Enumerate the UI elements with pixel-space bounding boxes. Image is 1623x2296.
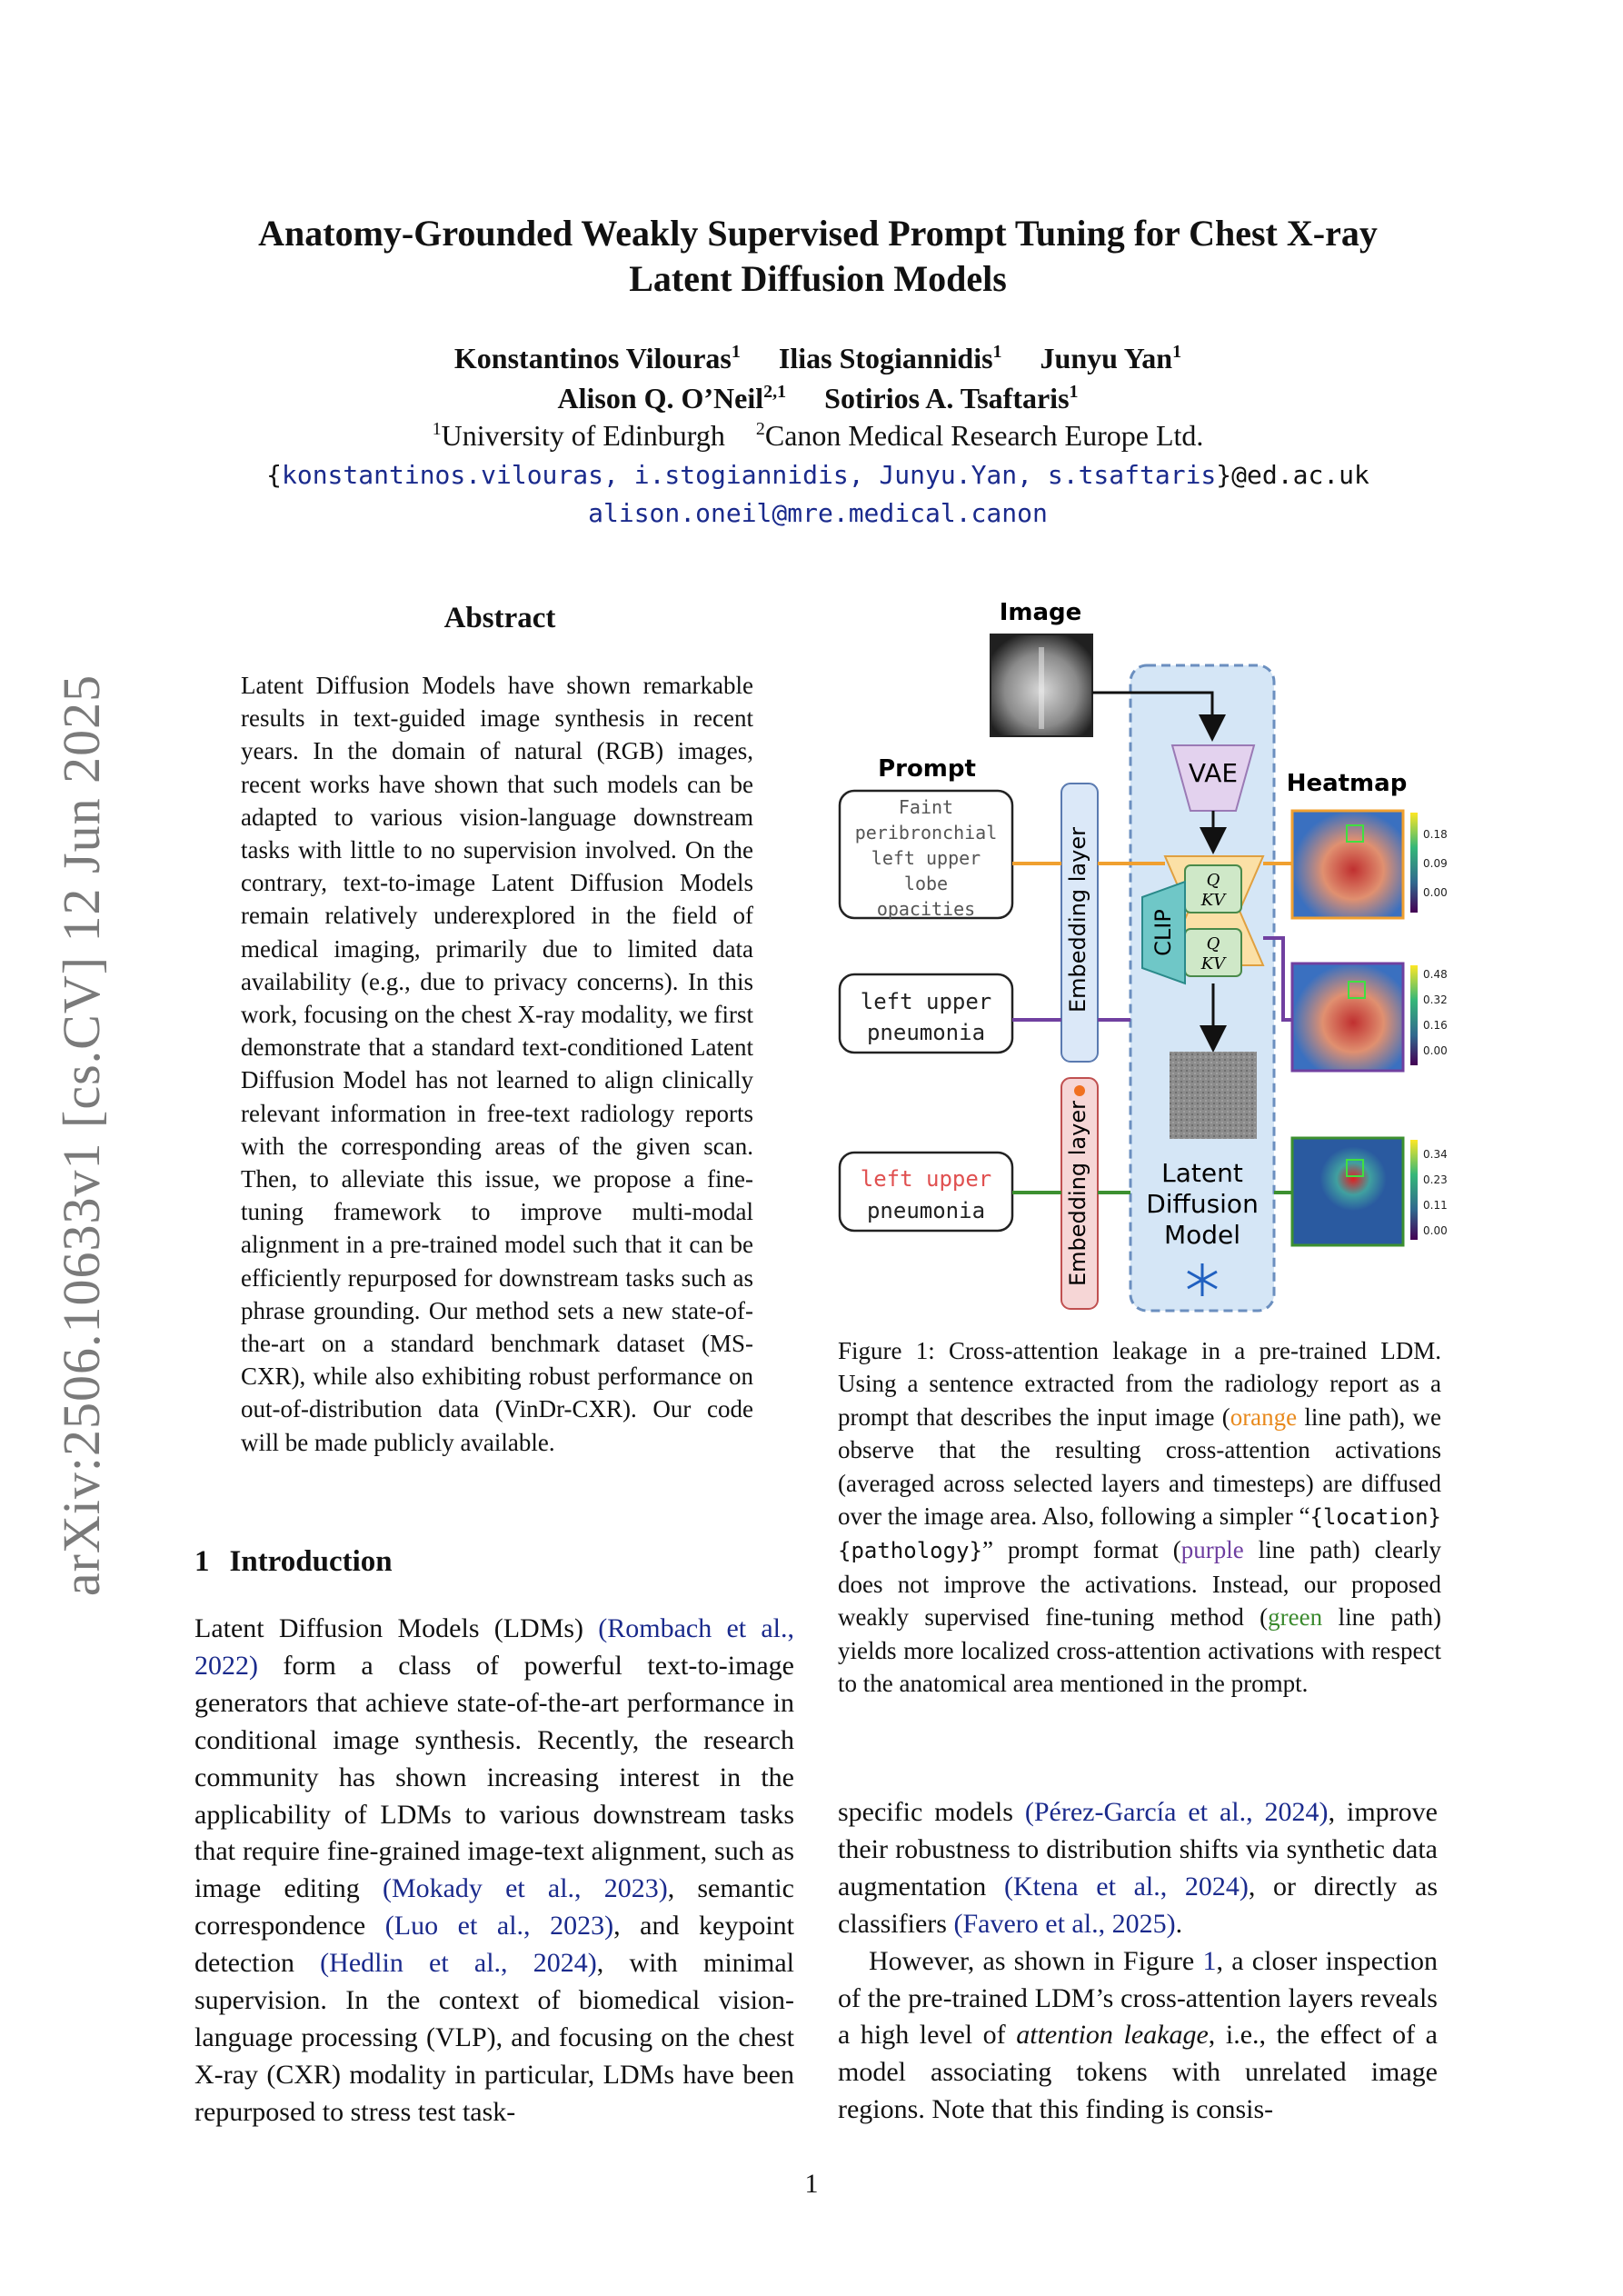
caption-purple-word: purple: [1180, 1536, 1244, 1564]
colorbar-tick: 0.00: [1423, 1044, 1448, 1057]
text-run: , i.e., the effect of a model associating tokens with unrelated image regions. Note that this finding is consis-: [838, 2020, 1438, 2125]
colorbar-tick: 0.34: [1423, 1148, 1448, 1161]
fig-label-ldm: Diffusion: [1146, 1189, 1259, 1219]
affiliations: [164, 416, 1472, 454]
affil-sup: 1: [432, 419, 442, 439]
fig-label-ldm: Model: [1163, 1220, 1241, 1250]
prompt-2-line: left upper: [860, 989, 992, 1014]
title-line-2: Latent Diffusion Models: [629, 258, 1007, 299]
author-line-1: [164, 338, 1472, 378]
text-run: , semantic correspondence: [194, 1873, 794, 1942]
text-run: , a closer inspection of the pre-trained LDM’s cross-attention layers reveals a high level of: [838, 1945, 1438, 2051]
colorbar-tick: 0.00: [1423, 886, 1448, 899]
paragraph-cont: [838, 1794, 1438, 1943]
fire-icon: [1074, 1085, 1085, 1096]
email-link-oneil[interactable]: alison.oneil@mre.medical.canon: [588, 498, 1048, 528]
noise-latent: [1170, 1052, 1257, 1139]
prompt-1-line: peribronchial: [854, 822, 998, 844]
fig-label-kv: KV: [1200, 954, 1226, 973]
email-domain: }@ed.ac.uk: [1216, 460, 1369, 490]
author-name: Alison Q. O’Neil: [557, 382, 764, 414]
colorbar-tick: 0.23: [1423, 1173, 1448, 1186]
email-link-list[interactable]: konstantinos.vilouras, i.stogiannidis, Junyu.Yan, s.tsaftaris: [281, 460, 1217, 490]
author-emails: [164, 456, 1472, 533]
text-run: .: [1175, 1908, 1183, 1939]
text-run: line path), we observe that the resulting cross-attention activations (averaged across selected layers and timesteps) are diffused over the image area. Also, following a simpler “: [838, 1403, 1441, 1531]
caption-code: {location} {pathology}: [838, 1504, 1441, 1564]
colorbar-tick: 0.18: [1423, 828, 1448, 841]
citation-link[interactable]: (Rombach et al., 2022): [194, 1613, 794, 1681]
intro-paragraph-continued: [838, 1794, 1438, 2129]
figure-ref-link[interactable]: 1: [1202, 1945, 1217, 1976]
prompt-1-line: opacities: [876, 898, 976, 920]
citation-link[interactable]: (Favero et al., 2025): [953, 1908, 1176, 1939]
colorbar-tick: 0.32: [1423, 993, 1448, 1006]
heatmap-3: [1292, 1138, 1403, 1245]
brace-open: {: [266, 460, 282, 490]
fig-label-vae: VAE: [1188, 758, 1239, 788]
author-name: Ilias Stogiannidis: [778, 342, 993, 374]
prompt-1-line: Faint: [898, 796, 954, 818]
colorbar-3: [1410, 1140, 1418, 1240]
section-heading: [194, 1545, 831, 1579]
affil-sup: 2: [755, 419, 765, 439]
colorbar-tick: 0.11: [1423, 1199, 1448, 1212]
text-run: , and keypoint detection: [194, 1911, 794, 1979]
citation-link[interactable]: (Hedlin et al., 2024): [320, 1948, 597, 1979]
fig-label-q: Q: [1206, 871, 1220, 890]
citation-link[interactable]: (Mokady et al., 2023): [382, 1873, 668, 1904]
text-run: line path) clearly does not improve the activations. Instead, our proposed weakly supervised fine-tuning method (: [838, 1536, 1441, 1632]
text-run: Latent Diffusion Models (LDMs): [194, 1613, 599, 1643]
text-run: Figure 1: Cross-attention leakage in a pre-trained LDM. Using a sentence extracted from the radiology report as a prompt that describes the input image (: [838, 1337, 1441, 1431]
caption-orange-word: orange: [1230, 1403, 1298, 1431]
fig-label-embedding: Embedding layer: [1065, 1101, 1090, 1286]
affil-name: Canon Medical Research Europe Ltd.: [764, 419, 1204, 452]
colorbar-tick: 0.16: [1423, 1019, 1448, 1032]
author-affil-sup: 2,1: [763, 382, 787, 402]
author-list: [164, 338, 1472, 418]
text-run: form a class of powerful text-to-image generators that achieve state-of-the-art performance in conditional image synthesis. Recently, the research community has shown increasing interest in the applicability of LDMs to various downstream tasks that require fine-grained image-text alignment, such as image editing: [194, 1650, 794, 1904]
colorbar-tick: 0.48: [1423, 968, 1448, 981]
title-line-1: Anatomy-Grounded Weakly Supervised Prompt Tuning for Chest X-ray: [258, 213, 1378, 254]
fig-label-q: Q: [1206, 934, 1220, 953]
abstract-heading: Abstract: [443, 602, 556, 634]
fig-label-heatmap: Heatmap: [1286, 770, 1408, 797]
section-number: 1: [194, 1545, 210, 1578]
fig-label-prompt: Prompt: [878, 755, 976, 783]
fig-label-image: Image: [999, 599, 1082, 626]
text-run: However, as shown in Figure: [869, 1945, 1203, 1976]
fig-label-clip: CLIP: [1150, 909, 1176, 956]
intro-paragraph-2: [838, 1943, 1438, 2130]
figure-1-diagram: [829, 593, 1456, 1320]
fig-label-ldm: Latent: [1161, 1158, 1243, 1188]
fig-label-kv: KV: [1200, 891, 1226, 910]
citation-link[interactable]: (Pérez-García et al., 2024): [1024, 1797, 1329, 1827]
text-run: line path) yields more localized cross-attention activations with respect to the anatomical area mentioned in the prompt.: [838, 1603, 1441, 1698]
text-run: specific models: [838, 1797, 1025, 1827]
prompt-1-line: lobe: [903, 873, 949, 894]
arxiv-stamp: arXiv:2506.10633v1 [cs.CV] 12 Jun 2025: [52, 674, 111, 1597]
figure-1-caption: [838, 1334, 1441, 1700]
author-affil-sup: 1: [731, 342, 741, 362]
prompt-1-line: left upper: [871, 847, 981, 869]
email-line-1: [164, 456, 1472, 494]
text-run: , or directly as classifiers: [838, 1871, 1438, 1939]
text-run: , with minimal supervision. In the context of biomedical vision-language processing (VLP), and focusing on the chest X-ray (CXR) modality in particular, LDMs have been repurposed to stress test task-: [194, 1948, 795, 2127]
author-line-2: [164, 378, 1472, 418]
prompt-3-highlight: left upper: [860, 1166, 992, 1192]
fig-label-embedding: Embedding layer: [1065, 827, 1090, 1013]
colorbar-2: [1410, 965, 1418, 1065]
text-run: ” prompt format (: [981, 1536, 1181, 1564]
text-run: , improve their robustness to distribution shifts via synthetic data augmentation: [838, 1797, 1438, 1902]
colorbar-tick: 0.00: [1423, 1224, 1448, 1237]
prompt-3-line: pneumonia: [866, 1198, 986, 1223]
author-name: Junyu Yan: [1040, 342, 1173, 374]
author-name: Konstantinos Vilouras: [453, 342, 732, 374]
emphasis-term: attention leakage: [1016, 2020, 1209, 2051]
colorbar-1: [1410, 813, 1418, 913]
intro-paragraph-1: [194, 1611, 794, 2131]
caption-green-word: green: [1268, 1603, 1323, 1632]
colorbar-tick: 0.09: [1423, 857, 1448, 870]
author-affil-sup: 1: [992, 342, 1002, 362]
page-number: 1: [804, 2169, 819, 2199]
abstract-text: Latent Diffusion Models have shown remarkable results in text-guided image synthesis in recent years. In the domain of natural (RGB) images, recent works have shown that such models can be adapted to various vision-language downstream tasks with little to no supervision involved. On the contrary, text-to-image Latent Diffusion Models remain relatively underexplored in the field of medical imaging, primarily due to limited data availability (e.g., due to privacy concerns). In this work, focusing on the chest X-ray modality, we first demonstrate that a standard text-conditioned Latent Diffusion Model has not learned to align clinically relevant information in free-text radiology reports with the corresponding areas of the given scan. Then, to alleviate this issue, we propose a fine-tuning framework to improve multi-modal alignment in a pre-trained model such that it can be efficiently repurposed for downstream tasks such as phrase grounding. Our method sets a new state-of-the-art on a standard benchmark dataset (MS-CXR), while also exhibiting robust performance on out-of-distribution data (VinDr-CXR). Our code will be made publicly available.: [241, 672, 753, 1456]
author-name: Sotirios A. Tsaftaris: [824, 382, 1070, 414]
heatmap-2: [1292, 963, 1403, 1071]
author-affil-sup: 1: [1069, 382, 1079, 402]
citation-link[interactable]: (Luo et al., 2023): [384, 1911, 614, 1942]
author-affil-sup: 1: [1172, 342, 1182, 362]
affil-name: University of Edinburgh: [441, 419, 725, 452]
prompt-2-line: pneumonia: [866, 1020, 986, 1045]
section-title: Introduction: [229, 1545, 393, 1578]
paper-title: [164, 211, 1472, 302]
citation-link[interactable]: (Ktena et al., 2024): [1003, 1871, 1249, 1902]
